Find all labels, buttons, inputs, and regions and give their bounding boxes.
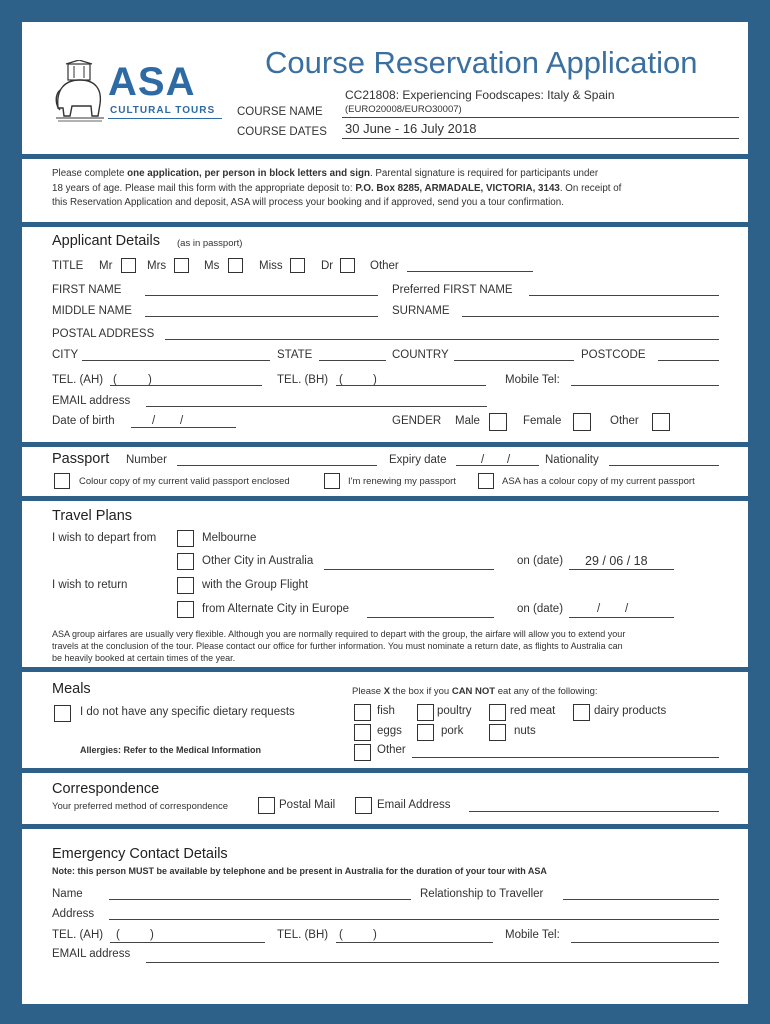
dairy-checkbox[interactable] — [573, 704, 590, 721]
eggs-checkbox[interactable] — [354, 724, 371, 741]
applicant-heading-note: (as in passport) — [177, 238, 243, 249]
passport-renewing-checkbox[interactable] — [324, 473, 340, 489]
elephant-icon — [54, 60, 106, 122]
title-mrs-checkbox[interactable] — [174, 258, 189, 273]
intro-text: Please complete one application, per person in block letters and sign. Parental signature is required for participants under 18 years of age. Please mail this form with the appropriate deposit to: P.O. Box 8285, ARMADALE, VICTORIA, 3143. On receipt of this Reservation Application and deposit, ASA will process your booking and if approved, send you a tour confirmation. — [52, 168, 622, 208]
meals-other-field[interactable] — [412, 757, 719, 758]
country-field[interactable] — [454, 360, 574, 361]
passport-heading: Passport — [52, 451, 110, 467]
emergency-note: Note: this person MUST be available by telephone and be present in Australia for the duration of your tour with ASA — [52, 866, 547, 876]
title-other-field[interactable] — [407, 271, 533, 272]
emergency-mobile-field[interactable] — [571, 942, 719, 943]
depart-date-value: 29 / 06 / 18 — [585, 554, 648, 568]
city-field[interactable] — [82, 360, 270, 361]
preferred-first-name-field[interactable] — [529, 295, 719, 296]
postcode-field[interactable] — [658, 360, 719, 361]
applicant-heading: Applicant Details — [52, 233, 160, 249]
course-dates-label: COURSE DATES — [237, 126, 327, 138]
correspondence-heading: Correspondence — [52, 781, 160, 797]
emergency-name-field[interactable] — [109, 899, 411, 900]
depart-melbourne-checkbox[interactable] — [177, 530, 194, 547]
title-ms-checkbox[interactable] — [228, 258, 243, 273]
emergency-tel-bh-field[interactable] — [336, 942, 493, 943]
title-mr-checkbox[interactable] — [121, 258, 136, 273]
travel-heading: Travel Plans — [52, 508, 133, 524]
asa-logo — [54, 60, 224, 125]
email-field[interactable] — [146, 406, 487, 407]
page-title: Course Reservation Application — [265, 45, 698, 80]
title-miss-checkbox[interactable] — [290, 258, 305, 273]
no-dietary-checkbox[interactable] — [54, 705, 71, 722]
alt-city-field[interactable] — [367, 617, 494, 618]
return-group-flight-checkbox[interactable] — [177, 577, 194, 594]
red-meat-checkbox[interactable] — [489, 704, 506, 721]
emergency-heading: Emergency Contact Details — [52, 846, 228, 862]
gender-female-checkbox[interactable] — [573, 413, 591, 431]
course-dates-value: 30 June - 16 July 2018 — [345, 121, 477, 136]
passport-asa-copy-checkbox[interactable] — [478, 473, 494, 489]
gender-male-checkbox[interactable] — [489, 413, 507, 431]
correspondence-email-field[interactable] — [469, 811, 719, 812]
mobile-field[interactable] — [571, 385, 719, 386]
other-city-field[interactable] — [324, 569, 494, 570]
tel-ah-field[interactable] — [110, 385, 262, 386]
form-page: ASA CULTURAL TOURS Course Reservation Application CC21808: Experiencing Foodscapes: Italy & Spain COURSE NAME (EURO20008/EURO30007) COURSE DATES 30 June - 16 July 2018 Please complete one application, per person in block letters and sign. Parental signature is required for participants under 18 years of age. Please mail this form with the appropriate deposit to: P.O. Box 8285, ARMADALE, VICTORIA, 3143. On receipt of this Reservation Application and deposit, ASA will process your booking and if approved, send you a tour confirmation. Applicant Details (as in passport) TITLE Mr Mrs Ms Miss Dr Other FIRST NAME Preferred FIRST NAME MIDDLE NAME SURNAME POSTAL ADDRESS CITY STATE COUNTRY POSTCODE TEL. (AH) ( ) TEL. (BH) ( ) Mobile Tel: EMAIL address Date of birth / / GENDER Male Female Other Passport Number Expiry date / / Nationality Colour copy of my current valid passport enclosed I'm renewing my passport ASA has a colour copy of my current passport Travel Plans I wish to depart from Melbourne Other City in Australia on (date) 29 / 06 / 18 I wish to return with the Group Flight from Alternate City in Europe on (date) / / ASA group airfares are usually very flexible. Although you are normally required to depart with the group, the airfare will allow you to extend your travels at the conclusion of the tour. Please contact our office for further information. You must nominate a return date, as flights to Australia can be heavily booked at certain times of the year. Meals I do not have any specific dietary requests Allergies: Refer to the Medical Information Please X the box if you CAN NOT eat any of the following: fish poultry red meat dairy products eggs pork nuts Other Correspondence Your preferred method of correspondence Postal Mail Email Address Emergency Contact Details Note: this person MUST be available by telephone and be present in Australia for the duration of your tour with ASA Name Relationship to Traveller Address TEL. (AH) ( ) TEL. (BH) ( ) Mobile Tel: EMAIL address — [22, 22, 748, 1004]
section-divider — [22, 154, 748, 159]
section-divider — [22, 768, 748, 773]
allergies-note: Allergies: Refer to the Medical Information — [80, 745, 262, 755]
state-field[interactable] — [319, 360, 386, 361]
airfare-note: ASA group airfares are usually very flexible. Although you are normally required to depart with the group, the airfare will allow you to extend your travels at the conclusion of the tour. Please contact our office for further information. You must nominate a return date, as flights to Australia can be heavily booked at certain times of the year. — [52, 629, 626, 663]
section-divider — [22, 667, 748, 672]
title-dr-checkbox[interactable] — [340, 258, 355, 273]
course-name-line2: (EURO20008/EURO30007) — [345, 104, 462, 115]
postal-address-field[interactable] — [165, 339, 719, 340]
logo-sub: CULTURAL TOURS — [110, 105, 216, 116]
postal-mail-checkbox[interactable] — [258, 797, 275, 814]
emergency-email-field[interactable] — [146, 962, 719, 963]
middle-name-field[interactable] — [145, 316, 378, 317]
meals-instruction: Please X the box if you CAN NOT eat any of the following: — [352, 686, 598, 697]
title-label: TITLE — [52, 260, 84, 272]
return-alt-city-checkbox[interactable] — [177, 601, 194, 618]
relationship-field[interactable] — [563, 899, 719, 900]
section-divider — [22, 222, 748, 227]
dob-field[interactable] — [131, 427, 236, 428]
nuts-checkbox[interactable] — [489, 724, 506, 741]
passport-number-field[interactable] — [177, 465, 377, 466]
fish-checkbox[interactable] — [354, 704, 371, 721]
emergency-tel-ah-field[interactable] — [110, 942, 265, 943]
return-date-field[interactable] — [569, 617, 674, 618]
section-divider — [22, 824, 748, 829]
surname-field[interactable] — [462, 316, 719, 317]
passport-copy-checkbox[interactable] — [54, 473, 70, 489]
email-correspondence-checkbox[interactable] — [355, 797, 372, 814]
course-name-line1: CC21808: Experiencing Foodscapes: Italy & Spain — [345, 88, 615, 102]
depart-date-field[interactable] — [569, 569, 674, 570]
meals-other-checkbox[interactable] — [354, 744, 371, 761]
logo-name: ASA — [108, 60, 196, 104]
passport-expiry-field[interactable] — [456, 465, 539, 466]
section-divider — [22, 496, 748, 501]
meals-heading: Meals — [52, 681, 91, 697]
poultry-checkbox[interactable] — [417, 704, 434, 721]
course-name-label: COURSE NAME — [237, 106, 323, 118]
nationality-field[interactable] — [609, 465, 719, 466]
gender-other-checkbox[interactable] — [652, 413, 670, 431]
pork-checkbox[interactable] — [417, 724, 434, 741]
section-divider — [22, 442, 748, 447]
depart-other-city-checkbox[interactable] — [177, 553, 194, 570]
tel-bh-field[interactable] — [336, 385, 486, 386]
first-name-field[interactable] — [145, 295, 378, 296]
emergency-address-field[interactable] — [109, 919, 719, 920]
